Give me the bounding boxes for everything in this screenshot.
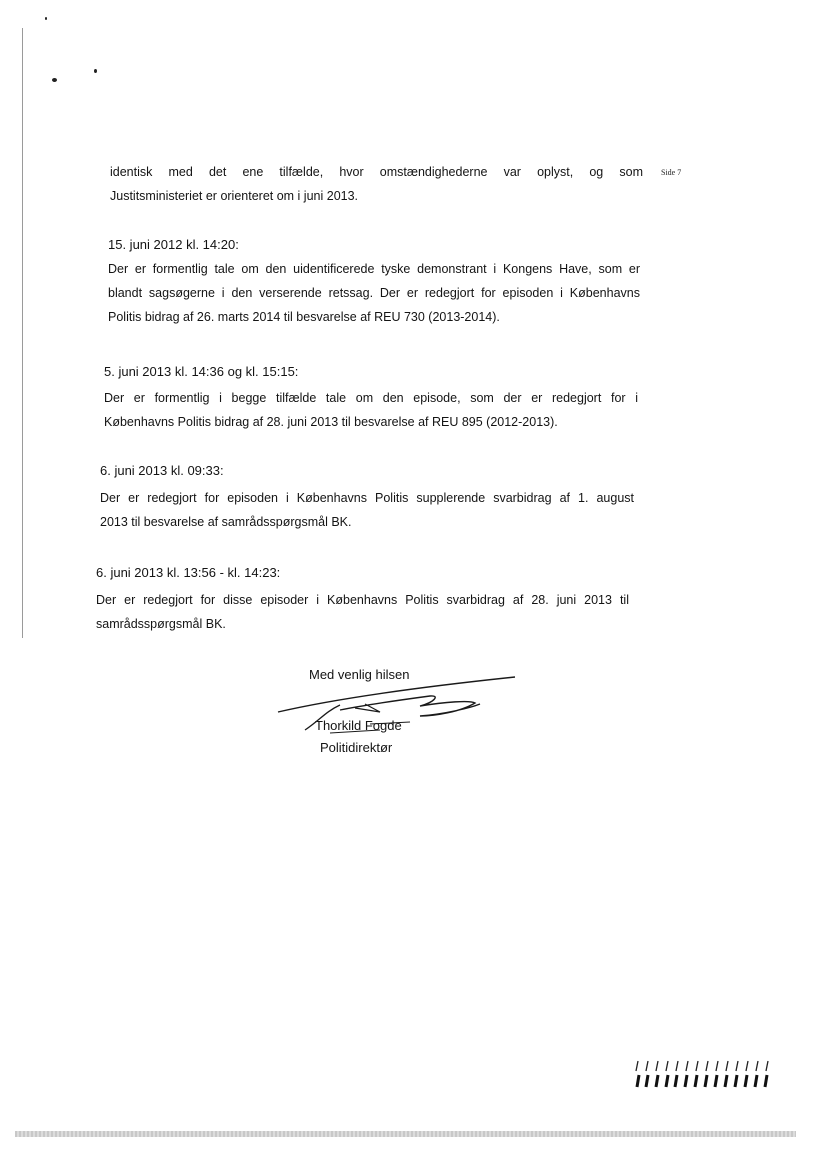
paragraph-line: Justitsministeriet er orienteret om i juni 2013.: [110, 189, 359, 203]
entry-heading: 15. juni 2012 kl. 14:20:: [108, 237, 239, 252]
entry-heading: 6. juni 2013 kl. 13:56 - kl. 14:23:: [96, 565, 281, 580]
scan-speck: [52, 78, 57, 82]
entry-paragraph: [104, 386, 638, 434]
entry-paragraph: [108, 257, 640, 329]
page-number: Side 7: [661, 168, 682, 177]
paragraph-line: Politis bidrag af 26. marts 2014 til besvarelse af REU 730 (2013-2014).: [108, 310, 500, 324]
paragraph-line: Der er redegjort for episoden i Københavns Politis supplerende svarbidrag af 1. august: [100, 491, 634, 505]
handwritten-signature: [270, 660, 530, 740]
paragraph-line: blandt sagsøgerne i den verserende retssag. Der er redegjort for episoden i Københavns: [108, 286, 640, 300]
signer-title: Politidirektør: [320, 740, 393, 755]
closing-text: Med venlig hilsen: [309, 667, 410, 682]
signer-name: Thorkild Fogde: [315, 718, 402, 733]
paragraph-line: Der er redegjort for disse episoder i Københavns Politis svarbidrag af 28. juni 2013 til: [96, 593, 629, 607]
paragraph-line: 2013 til besvarelse af samrådsspørgsmål BK.: [100, 515, 352, 529]
intro-paragraph: [110, 160, 643, 208]
scan-speck: [94, 69, 97, 73]
entry-paragraph: [96, 588, 629, 636]
paragraph-line: Der er formentlig i begge tilfælde tale om den episode, som der er redegjort for i: [104, 391, 638, 405]
paragraph-line: Der er formentlig tale om den uidentificerede tyske demonstrant i Kongens Have, som er: [108, 262, 640, 276]
scan-edge-line: [22, 28, 23, 638]
scan-barcode-marks: [634, 1058, 774, 1090]
scan-speck: [45, 17, 47, 20]
paragraph-line: samrådsspørgsmål BK.: [96, 617, 226, 631]
entry-heading: 6. juni 2013 kl. 09:33:: [100, 463, 224, 478]
paragraph-line: Københavns Politis bidrag af 28. juni 2013 til besvarelse af REU 895 (2012-2013).: [104, 415, 558, 429]
paragraph-line: identisk med det ene tilfælde, hvor omstændighederne var oplyst, og som: [110, 165, 643, 179]
entry-heading: 5. juni 2013 kl. 14:36 og kl. 15:15:: [104, 364, 299, 379]
scan-bottom-rule: [15, 1131, 796, 1137]
entry-paragraph: [100, 486, 634, 534]
